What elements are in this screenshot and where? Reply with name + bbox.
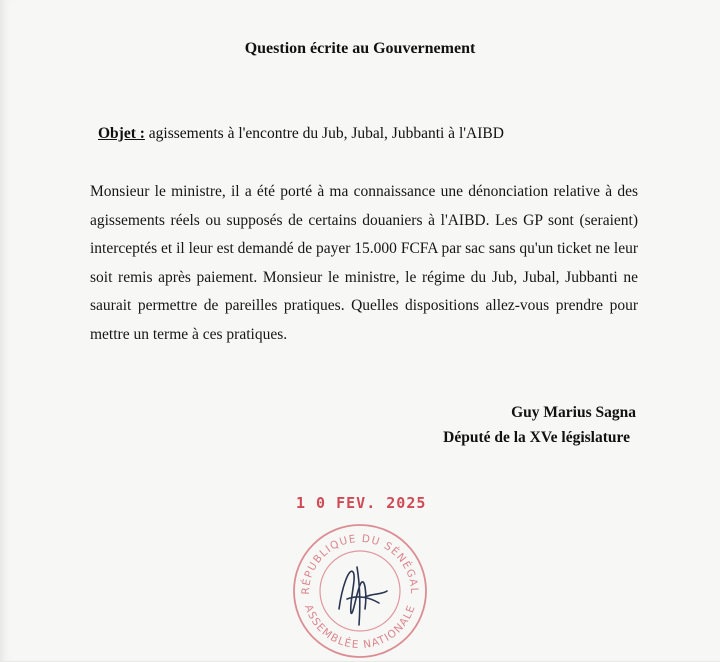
seal-bottom-text: ASSEMBLÉE NATIONALE (302, 603, 418, 652)
signature-name: Guy Marius Sagna (511, 404, 636, 421)
object-text: agissements à l'encontre du Jub, Jubal, Jubbanti à l'AIBD (144, 125, 504, 142)
signature-title: Député de la XVe législature (443, 429, 630, 446)
official-seal (287, 517, 432, 662)
handwritten-signature (339, 567, 387, 625)
date-stamp: 1 0 FEV. 2025 (296, 494, 427, 512)
object-label: Objet : (98, 125, 145, 142)
object-line (98, 125, 504, 143)
document-title: Question écrite au Gouvernement (244, 40, 476, 57)
body-paragraph: Monsieur le ministre, il a été porté à ma connaissance une dénonciation relative à des agissements réels ou supposés de certains douaniers à l'AIBD. Les GP sont (seraient) interceptés et il leur est demandé de payer 15.000 FCFA par sac sans qu'un ticket ne leur soit remis après paiement. Monsieur le ministre, le régime du Jub, Jubal, Jubbanti ne saurait permettre de pareilles pratiques. Quelles dispositions allez-vous prendre pour mettre un terme à ces pratiques. (90, 183, 638, 343)
seal-top-text: RÉPUBLIQUE DU SÉNÉGAL (299, 532, 421, 595)
